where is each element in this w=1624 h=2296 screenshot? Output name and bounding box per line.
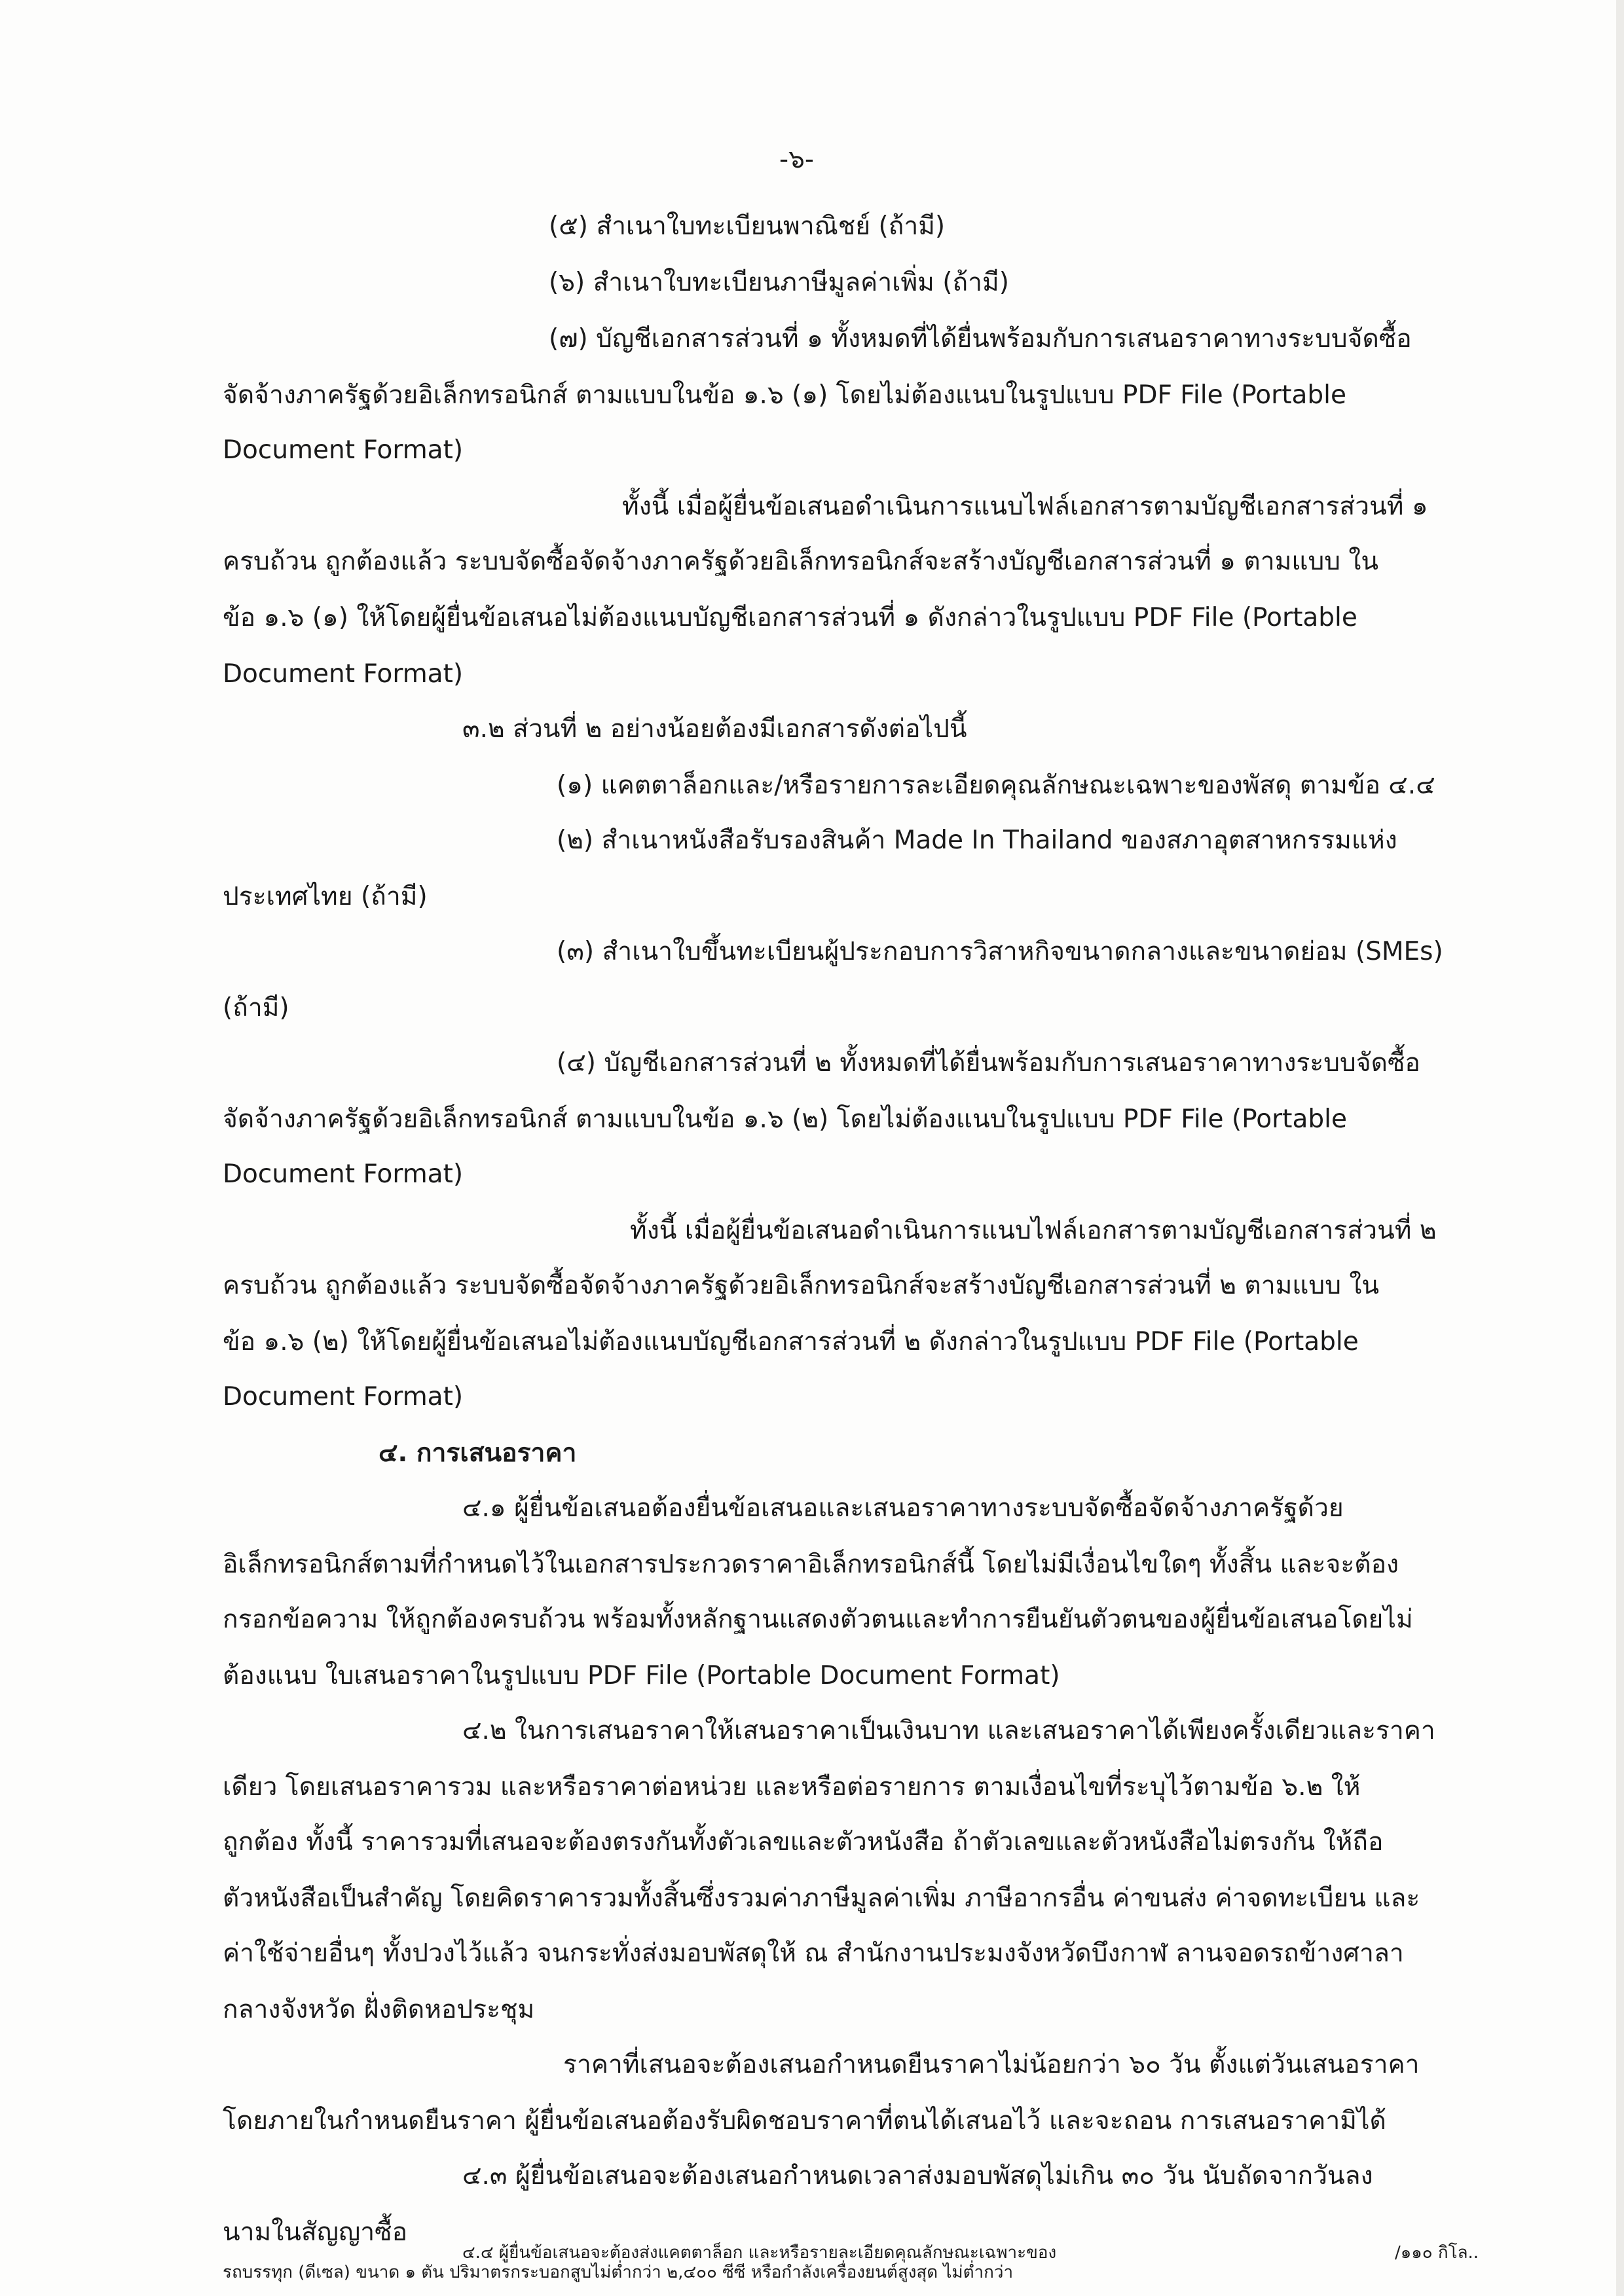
price-validity-paragraph: ราคาที่เสนอจะต้องเสนอกำหนดยืนราคาไม่น้อยกว่า ๖๐ วัน ตั้งแต่วันเสนอราคา: [563, 2050, 1420, 2079]
item-4-document-list-part2: (๔) บัญชีเอกสารส่วนที่ ๒ ทั้งหมดที่ได้ยื่นพร้อมกับการเสนอราคาทางระบบจัดซื้อ: [557, 1048, 1420, 1078]
item-5-commercial-registration: (๕) สำเนาใบทะเบียนพาณิชย์ (ถ้ามี): [549, 211, 946, 241]
paragraph-line: อิเล็กทรอนิกส์ตามที่กำหนดไว้ในเอกสารประกวดราคาอิเล็กทรอนิกส์นี้ โดยไม่มีเงื่อนไขใดๆ ทั้งสิ้น และจะต้อง: [223, 1550, 1399, 1579]
paragraph-line: ทั้งนี้ เมื่อผู้ยื่นข้อเสนอดำเนินการแนบไฟล์เอกสารตามบัญชีเอกสารส่วนที่ ๒: [630, 1216, 1437, 1245]
paragraph-line: กลางจังหวัด ฝั่งติดหอประชุม: [223, 1995, 535, 2024]
paragraph-line: จัดจ้างภาครัฐด้วยอิเล็กทรอนิกส์ ตามแบบในข้อ ๑.๖ (๑) โดยไม่ต้องแนบในรูปแบบ PDF File (Portable: [223, 380, 1346, 410]
paragraph-line: ค่าใช้จ่ายอื่นๆ ทั้งปวงไว้แล้ว จนกระทั่งส่งมอบพัสดุให้ ณ สำนักงานประมงจังหวัดบึงกาฬ ลานจอดรถข้างศาลา: [223, 1939, 1404, 1968]
item-1-catalog: (๑) แคตตาล็อกและ/หรือรายการละเอียดคุณลักษณะเฉพาะของพัสดุ ตามข้อ ๔.๔: [557, 771, 1435, 800]
continuation-marker: /๑๑๐ กิโล..: [1395, 2243, 1479, 2263]
clause-4-1: ๔.๑ ผู้ยื่นข้อเสนอต้องยื่นข้อเสนอและเสนอราคาทางระบบจัดซื้อจัดจ้างภาครัฐด้วย: [462, 1493, 1344, 1523]
paragraph-line: จัดจ้างภาครัฐด้วยอิเล็กทรอนิกส์ ตามแบบในข้อ ๑.๖ (๒) โดยไม่ต้องแนบในรูปแบบ PDF File (Portable: [223, 1104, 1347, 1134]
paragraph-line: นามในสัญญาซื้อ: [223, 2217, 408, 2247]
paragraph-line: Document Format): [223, 435, 464, 465]
scan-edge: [1616, 0, 1624, 2296]
paragraph-line: รถบรรทุก (ดีเซล) ขนาด ๑ ตัน ปริมาตรกระบอกสูบไม่ต่ำกว่า ๒,๔๐๐ ซีซี หรือกำลังเครื่องยนต์สูงสุด ไม่ต่ำกว่า: [223, 2263, 1014, 2282]
paragraph-line: เดียว โดยเสนอราคารวม และหรือราคาต่อหน่วย และหรือต่อรายการ ตามเงื่อนไขที่ระบุไว้ตามข้อ ๖.๒ ให้: [223, 1772, 1361, 1802]
page-number: -๖-: [779, 145, 814, 174]
clause-4-3: ๔.๓ ผู้ยื่นข้อเสนอจะต้องเสนอกำหนดเวลาส่งมอบพัสดุไม่เกิน ๓๐ วัน นับถัดจากวันลง: [462, 2161, 1373, 2191]
paragraph-line: ข้อ ๑.๖ (๑) ให้โดยผู้ยื่นข้อเสนอไม่ต้องแนบบัญชีเอกสารส่วนที่ ๑ ดังกล่าวในรูปแบบ PDF File (Portable: [223, 603, 1357, 632]
paragraph-line: ข้อ ๑.๖ (๒) ให้โดยผู้ยื่นข้อเสนอไม่ต้องแนบบัญชีเอกสารส่วนที่ ๒ ดังกล่าวในรูปแบบ PDF File (Portable: [223, 1327, 1359, 1357]
section-3-2-heading: ๓.๒ ส่วนที่ ๒ อย่างน้อยต้องมีเอกสารดังต่อไปนี้: [462, 714, 967, 744]
paragraph-line: (ถ้ามี): [223, 993, 289, 1023]
paragraph-line: ครบถ้วน ถูกต้องแล้ว ระบบจัดซื้อจัดจ้างภาครัฐด้วยอิเล็กทรอนิกส์จะสร้างบัญชีเอกสารส่วนที่ ๒ ตามแบบ ใน: [223, 1271, 1380, 1300]
paragraph-line: Document Format): [223, 659, 464, 689]
paragraph-line: ครบถ้วน ถูกต้องแล้ว ระบบจัดซื้อจัดจ้างภาครัฐด้วยอิเล็กทรอนิกส์จะสร้างบัญชีเอกสารส่วนที่ ๑ ตามแบบ ใน: [223, 547, 1379, 576]
item-6-vat-registration: (๖) สำเนาใบทะเบียนภาษีมูลค่าเพิ่ม (ถ้ามี): [549, 268, 1009, 297]
paragraph-line: ประเทศไทย (ถ้ามี): [223, 882, 428, 911]
paragraph-line: ทั้งนี้ เมื่อผู้ยื่นข้อเสนอดำเนินการแนบไฟล์เอกสารตามบัญชีเอกสารส่วนที่ ๑: [622, 492, 1428, 521]
paragraph-line: กรอกข้อความ ให้ถูกต้องครบถ้วน พร้อมทั้งหลักฐานแสดงตัวตนและทำการยืนยันตัวตนของผู้ยื่นข้อเสนอโดยไม่: [223, 1605, 1413, 1634]
paragraph-line: โดยภายในกำหนดยืนราคา ผู้ยื่นข้อเสนอต้องรับผิดชอบราคาที่ตนได้เสนอไว้ และจะถอน การเสนอราคามิได้: [223, 2106, 1386, 2136]
paragraph-line: ตัวหนังสือเป็นสำคัญ โดยคิดราคารวมทั้งสิ้นซึ่งรวมค่าภาษีมูลค่าเพิ่ม ภาษีอากรอื่น ค่าขนส่ง ค่าจดทะเบียน และ: [223, 1884, 1420, 1913]
paragraph-line: Document Format): [223, 1382, 464, 1412]
clause-4-2: ๔.๒ ในการเสนอราคาให้เสนอราคาเป็นเงินบาท และเสนอราคาได้เพียงครั้งเดียวและราคา: [462, 1716, 1435, 1745]
item-2-made-in-thailand: (๒) สำเนาหนังสือรับรองสินค้า Made In Thailand ของสภาอุตสาหกรรมแห่ง: [557, 826, 1397, 855]
section-4-heading: ๔. การเสนอราคา: [378, 1438, 577, 1468]
paragraph-line: ต้องแนบ ใบเสนอราคาในรูปแบบ PDF File (Portable Document Format): [223, 1661, 1060, 1690]
clause-4-4: ๔.๔ ผู้ยื่นข้อเสนอจะต้องส่งแคตตาล็อก และหรือรายละเอียดคุณลักษณะเฉพาะของ: [462, 2243, 1057, 2263]
item-3-smes: (๓) สำเนาใบขึ้นทะเบียนผู้ประกอบการวิสาหกิจขนาดกลางและขนาดย่อม (SMEs): [557, 937, 1443, 966]
item-7-document-list-part1: (๗) บัญชีเอกสารส่วนที่ ๑ ทั้งหมดที่ได้ยื่นพร้อมกับการเสนอราคาทางระบบจัดซื้อ: [549, 324, 1412, 354]
paragraph-line: Document Format): [223, 1159, 464, 1189]
paragraph-line: ถูกต้อง ทั้งนี้ ราคารวมที่เสนอจะต้องตรงกันทั้งตัวเลขและตัวหนังสือ ถ้าตัวเลขและตัวหนังสือไม่ตรงกัน ให้ถือ: [223, 1827, 1384, 1857]
